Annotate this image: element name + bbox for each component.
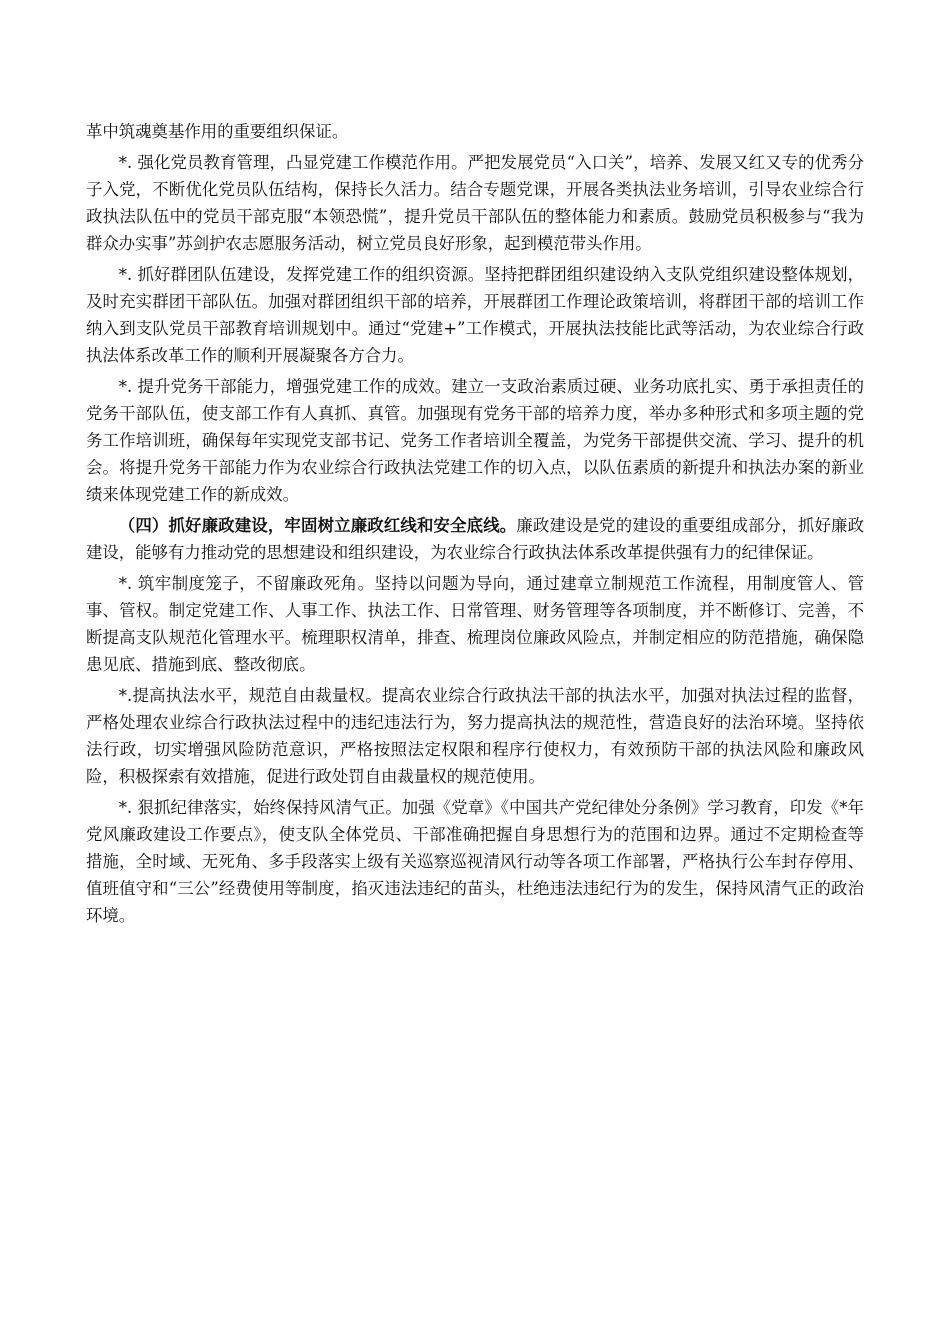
paragraph-text: *. 抓好群团队伍建设，发挥党建工作的组织资源。坚持把群团组织建设纳入支队党组织建设整体规划，及时充实群团干部队伍。加强对群团组织干部的培养，开展群团工作理论政策培训，将群团干部的培训工作纳入到支队党员干部教育培训规划中。通过“党建+”工作模式，开展执法技能比武等活动，为农业综合行政执法体系改革工作的顺利开展凝聚各方合力。 — [86, 265, 864, 365]
paragraph-discipline — [86, 794, 864, 929]
paragraph-party-member-education — [86, 149, 864, 257]
paragraph-text: *. 狠抓纪律落实，始终保持风清气正。加强《党章》《中国共产党纪律处分条例》学习教育，印发《*年党风廉政建设工作要点》，使支队全体党员、干部准确把握自身思想行为的范围和边界。通过不定期检查等措施，全时域、无死角、多手段落实上级有关巡察巡视清风行动等各项工作部署，严格执行公车封存停用、值班值守和“三公”经费使用等制度，掐灭违法违纪的苗头，杜绝违法违纪行为的发生，保持风清气正的政治环境。 — [86, 798, 864, 925]
paragraph-section-four — [86, 512, 864, 566]
paragraph-text: *.提高执法水平，规范自由裁量权。提高农业综合行政执法干部的执法水平，加强对执法过程的监督，严格处理农业综合行政执法过程中的违纪违法行为，努力提高执法的规范性，营造良好的法治环境。坚持依法行政，切实增强风险防范意识，严格按照法定权限和程序行使权力，有效预防干部的执法风险和廉政风险，积极探索有效措施，促进行政处罚自由裁量权的规范使用。 — [86, 686, 864, 786]
paragraph-enforcement-level — [86, 682, 864, 790]
paragraph-mass-organizations — [86, 261, 864, 369]
paragraph-party-cadre-ability — [86, 373, 864, 508]
document-body — [86, 118, 864, 933]
paragraph-text: 廉政建设是党的建设的重要组成部分，抓好廉政建设，能够有力推动党的思想建设和组织建设，为农业综合行政执法体系改革提供强有力的纪律保证。 — [86, 516, 865, 562]
section-heading: （四）抓好廉政建设，牢固树立廉政红线和安全底线。 — [118, 516, 517, 535]
paragraph-text: *. 提升党务干部能力，增强党建工作的成效。建立一支政治素质过硬、业务功底扎实、勇于承担责任的党务干部队伍，使支部工作有人真抓、真管。加强现有党务干部的培养力度，举办多种形式和多项主题的党务工作培训班，确保每年实现党支部书记、党务工作者培训全覆盖，为党务干部提供交流、学习、提升的机会。将提升党务干部能力作为农业综合行政执法党建工作的切入点，以队伍素质的新提升和执法办案的新业绩来体现党建工作的新成效。 — [86, 377, 864, 504]
paragraph-text: 革中筑魂奠基作用的重要组织保证。 — [86, 122, 349, 141]
paragraph-text: *. 强化党员教育管理，凸显党建工作模范作用。严把发展党员“入口关”，培养、发展又红又专的优秀分子入党，不断优化党员队伍结构，保持长久活力。结合专题党课，开展各类执法业务培训，引导农业综合行政执法队伍中的党员干部克服“本领恐慌”，提升党员干部队伍的整体能力和素质。鼓励党员积极参与“我为群众办实事”苏剑护农志愿服务活动，树立党员良好形象，起到模范带头作用。 — [86, 153, 864, 253]
paragraph-text: *. 筑牢制度笼子，不留廉政死角。坚持以问题为导向，通过建章立制规范工作流程，用制度管人、管事、管权。制定党建工作、人事工作、执法工作、日常管理、财务管理等各项制度，并不断修订、完善，不断提高支队规范化管理水平。梳理职权清单，排查、梳理岗位廉政风险点，并制定相应的防范措施，确保隐患见底、措施到底、整改彻底。 — [86, 574, 864, 674]
paragraph-institutional-cage — [86, 570, 864, 678]
paragraph-continuation — [86, 118, 864, 145]
